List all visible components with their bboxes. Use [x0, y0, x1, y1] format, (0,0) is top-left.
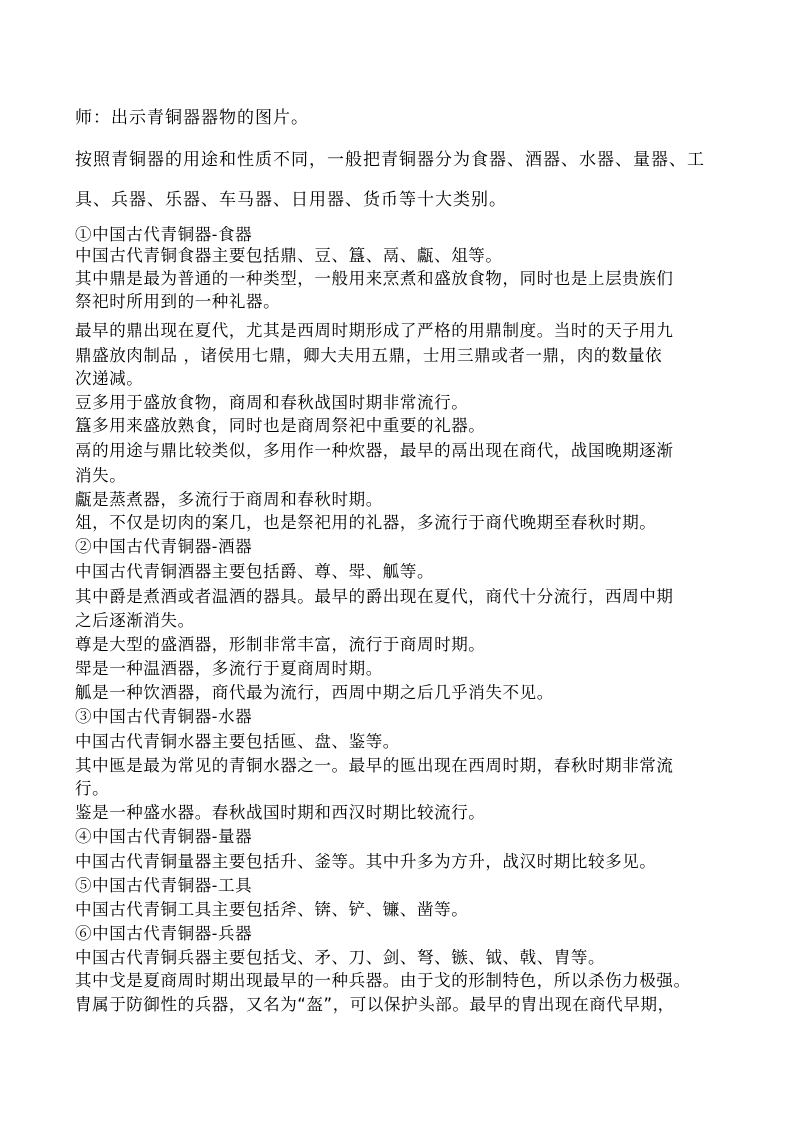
- text-line: 尊是大型的盛酒器，形制非常丰富，流行于商周时期。: [75, 635, 486, 654]
- text-line: 中国古代青铜食器主要包括鼎、豆、簋、鬲、甗、俎等。: [75, 246, 503, 265]
- intro-line: 师：出示青铜器器物的图片。: [75, 108, 309, 128]
- text-line: 中国古代青铜量器主要包括升、釜等。其中升多为方升，战汉时期比较多见。: [75, 852, 657, 871]
- text-line: 鉴是一种盛水器。春秋战国时期和西汉时期比较流行。: [75, 803, 486, 822]
- text-line: 甗是蒸煮器，多流行于商周和春秋时期。: [75, 490, 383, 509]
- text-line: 其中鼎是最为普通的一种类型，一般用来烹煮和盛放食物，同时也是上层贵族们: [75, 269, 674, 288]
- text-line: 其中戈是夏商周时期出现最早的一种兵器。由于戈的形制特色，所以杀伤力极强。: [75, 971, 691, 990]
- text-line: 簋多用来盛放熟食，同时也是商周祭祀中重要的礼器。: [75, 416, 486, 435]
- text-line: 中国古代青铜水器主要包括匜、盘、鉴等。: [75, 732, 400, 751]
- text-line: 鼎盛放肉制品 ，诸侯用七鼎，卿大夫用五鼎，士用三鼎或者一鼎，肉的数量依: [75, 346, 663, 365]
- text-line: 豆多用于盛放食物，商周和春秋战国时期非常流行。: [75, 393, 469, 412]
- text-line: 行。: [75, 779, 110, 798]
- text-line: 次递减。: [75, 369, 144, 388]
- text-line: 之后逐渐消失。: [75, 611, 195, 630]
- text-line: 中国古代青铜酒器主要包括爵、尊、斝、觚等。: [75, 562, 435, 581]
- text-line: 其中爵是煮酒或者温酒的器具。最早的爵出现在夏代，商代十分流行，西周中期: [75, 587, 674, 606]
- text-line: 俎，不仅是切肉的案几，也是祭祀用的礼器，多流行于商代晚期至春秋时期。: [75, 513, 657, 532]
- section-heading-water-vessels: ③中国古代青铜器-水器: [75, 707, 253, 726]
- text-line: 中国古代青铜兵器主要包括戈、矛、刀、剑、弩、镞、钺、戟、胄等。: [75, 948, 606, 967]
- section-heading-measuring-vessels: ④中国古代青铜器-量器: [75, 827, 253, 846]
- text-line: 其中匜是最为常见的青铜水器之一。最早的匜出现在西周时期，春秋时期非常流: [75, 756, 674, 775]
- text-line: 斝是一种温酒器，多流行于夏商周时期。: [75, 659, 383, 678]
- section-heading-food-vessels: ①中国古代青铜器-食器: [75, 225, 253, 244]
- section-heading-wine-vessels: ②中国古代青铜器-酒器: [75, 537, 253, 556]
- text-line: 胄属于防御性的兵器，又名为“盔”，可以保护头部。最早的胄出现在商代早期，: [75, 995, 675, 1014]
- text-line: 觚是一种饮酒器，商代最为流行，西周中期之后几乎消失不见。: [75, 683, 554, 702]
- text-line: 最早的鼎出现在夏代，尤其是西周时期形成了严格的用鼎制度。当时的天子用九: [75, 321, 674, 340]
- classification-line-2: 具、兵器、乐器、车马器、日用器、货币等十大类别。: [75, 190, 507, 210]
- classification-line-1: 按照青铜器的用途和性质不同，一般把青铜器分为食器、酒器、水器、量器、工: [75, 150, 705, 170]
- section-heading-tools: ⑤中国古代青铜器-工具: [75, 876, 253, 895]
- text-line: 鬲的用途与鼎比较类似，多用作一种炊器，最早的鬲出现在商代，战国晚期逐渐: [75, 441, 674, 460]
- text-line: 祭祀时所用到的一种礼器。: [75, 292, 281, 311]
- text-line: 中国古代青铜工具主要包括斧、锛、铲、镰、凿等。: [75, 900, 469, 919]
- section-heading-weapons: ⑥中国古代青铜器-兵器: [75, 924, 253, 943]
- text-line: 消失。: [75, 466, 127, 485]
